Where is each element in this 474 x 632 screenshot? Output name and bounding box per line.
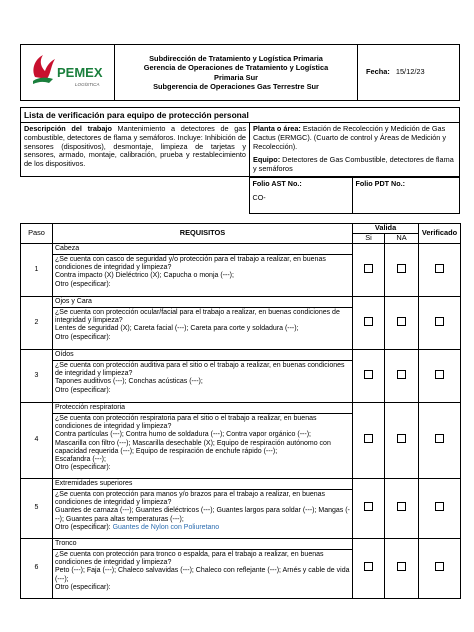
logo-cell bbox=[21, 45, 115, 101]
pemex-logo bbox=[29, 51, 109, 95]
category-label: Extremidades superiores bbox=[53, 479, 352, 490]
requirement-options: Escafandra (---); bbox=[55, 456, 106, 464]
si-checkbox[interactable] bbox=[364, 502, 373, 511]
folio-ast-cell[interactable] bbox=[249, 177, 352, 213]
verificado-checkbox[interactable] bbox=[435, 562, 444, 571]
requirement-other: Otro (especificar): bbox=[55, 333, 111, 341]
header-title bbox=[115, 45, 358, 101]
si-checkbox[interactable] bbox=[364, 434, 373, 443]
si-checkbox[interactable] bbox=[364, 264, 373, 273]
col-valida: Valida bbox=[353, 223, 419, 233]
requirement-question: ¿Se cuenta con protección auditiva para el sitio o el trabajo a realizar, en buenas condiciones de integridad y limpieza? bbox=[55, 361, 345, 378]
header-title-line: Subgerencia de Operaciones Gas Terrestre Sur bbox=[153, 81, 319, 91]
col-requisitos: REQUISITOS bbox=[53, 223, 353, 243]
folio-table bbox=[20, 177, 460, 214]
requirement-question: ¿Se cuenta con protección respiratoria para el sitio o el trabajo a realizar, en buenas condiciones de integridad y limpieza? bbox=[55, 414, 317, 431]
requirement-options: Mascarilla con filtro (---); Mascarilla desechable (X); Equipo de respiración autónomo con capacidad requerida (---); Equipo de respiración de enchufe rápido (---); bbox=[55, 439, 331, 455]
requirement-other: Otro (especificar): bbox=[55, 583, 111, 591]
requirement-question: ¿Se cuenta con protección ocular/facial para el trabajo a realizar, en buenas condiciones de integridad y limpieza? bbox=[55, 308, 340, 325]
na-checkbox[interactable] bbox=[397, 434, 406, 443]
requirement-options: Peto (---); Faja (---); Chaleco salvavidas (---); Chaleco con reflejante (---); Arnés y cable de vida (---); bbox=[55, 567, 350, 583]
verificado-checkbox[interactable] bbox=[435, 317, 444, 326]
requirement-cell bbox=[53, 402, 353, 478]
requirement-cell bbox=[53, 296, 353, 349]
category-label: Cabeza bbox=[53, 244, 352, 255]
logo-text: PEMEX bbox=[57, 65, 103, 80]
requirement-options: Guantes de carnaza (---); Guantes dieléctricos (---); Guantes largos para soldar (---); Mangas (---); Guantes para altas temperaturas (---); bbox=[55, 507, 350, 523]
col-si: Si bbox=[353, 233, 385, 243]
folio-pdt-cell[interactable] bbox=[352, 177, 460, 213]
job-description bbox=[21, 123, 250, 176]
table-row bbox=[21, 243, 461, 296]
step-number: 3 bbox=[21, 349, 53, 402]
plant-label: Planta o área: bbox=[253, 124, 301, 134]
document-header bbox=[20, 44, 460, 101]
step-number: 4 bbox=[21, 402, 53, 478]
date-label: Fecha: bbox=[366, 67, 390, 77]
verificado-checkbox[interactable] bbox=[435, 434, 444, 443]
category-label: Tronco bbox=[53, 539, 352, 550]
step-number: 1 bbox=[21, 243, 53, 296]
na-checkbox[interactable] bbox=[397, 317, 406, 326]
requirement-question: ¿Se cuenta con casco de seguridad y/o protección para el trabajo a realizar, en buenas condiciones de integridad y limpieza? bbox=[55, 255, 326, 272]
requirements-table bbox=[20, 223, 461, 599]
si-checkbox[interactable] bbox=[364, 562, 373, 571]
si-checkbox[interactable] bbox=[364, 370, 373, 379]
requirement-other: Otro (especificar): Guantes de Nylon con Poliuretano bbox=[55, 523, 220, 531]
requirement-other: Otro (especificar): bbox=[55, 386, 111, 394]
header-title-line: Gerencia de Operaciones de Tratamiento y Logística bbox=[143, 63, 329, 73]
col-paso: Paso bbox=[21, 223, 53, 243]
col-verificado: Verificado bbox=[419, 223, 461, 243]
na-checkbox[interactable] bbox=[397, 370, 406, 379]
col-na: NA bbox=[385, 233, 419, 243]
other-value: Guantes de Nylon con Poliuretano bbox=[110, 523, 220, 531]
table-row bbox=[21, 538, 461, 598]
requirement-cell bbox=[53, 538, 353, 598]
requirement-cell bbox=[53, 349, 353, 402]
na-checkbox[interactable] bbox=[397, 562, 406, 571]
step-number: 6 bbox=[21, 538, 53, 598]
requirement-cell bbox=[53, 243, 353, 296]
requirement-options: Contra impacto (X) Dieléctrico (X); Capucha o monja (---); bbox=[55, 272, 234, 280]
category-label: Ojos y Cara bbox=[53, 297, 352, 308]
date-value: 15/12/23 bbox=[395, 67, 425, 77]
na-checkbox[interactable] bbox=[397, 502, 406, 511]
description-table bbox=[20, 123, 460, 177]
equipment bbox=[253, 156, 456, 174]
step-number: 5 bbox=[21, 478, 53, 538]
folio-pdt-label: Folio PDT No.: bbox=[355, 178, 406, 188]
date-cell bbox=[358, 45, 460, 101]
requirement-question: ¿Se cuenta con protección para manos y/o brazos para el trabajo a realizar, en buenas condiciones de integridad y limpieza? bbox=[55, 490, 326, 507]
category-label: Oídos bbox=[53, 350, 352, 361]
plant-text: Estación de Recolección y Medición de Gas Cactus (ERMGC). (Cuarto de control y Áreas de Medición y Recolección). bbox=[253, 124, 447, 151]
requirement-options: Lentes de seguridad (X); Careta facial (---); Careta para corte y soldadura (---); bbox=[55, 325, 299, 333]
step-number: 2 bbox=[21, 296, 53, 349]
requirement-cell bbox=[53, 478, 353, 538]
table-row bbox=[21, 296, 461, 349]
plant-area bbox=[253, 125, 456, 151]
verificado-checkbox[interactable] bbox=[435, 370, 444, 379]
requirement-question: ¿Se cuenta con protección para tronco o espalda, para el trabajo a realizar, en buenas condiciones de integridad y limpieza? bbox=[55, 550, 324, 567]
logo-subtext: LOGÍSTICA bbox=[75, 82, 100, 87]
table-row bbox=[21, 478, 461, 538]
blank-cell bbox=[20, 177, 249, 213]
header-title-line: Subdirección de Tratamiento y Logística Primaria bbox=[149, 54, 323, 63]
header-title-line: Primaria Sur bbox=[214, 72, 258, 82]
requirement-other: Otro (especificar): bbox=[55, 464, 111, 472]
category-label: Protección respiratoria bbox=[53, 403, 352, 414]
requirement-options: Contra partículas (---); Contra humo de soldadura (---); Contra vapor orgánico (---); bbox=[55, 431, 311, 439]
requirement-options: Tapones auditivos (---); Conchas acústicas (---); bbox=[55, 378, 203, 386]
job-description-text: Mantenimiento a detectores de gas combustible, detectores de flama y semáforos. Incluye: Inhibición de sensores (dispositivos), desmontaje, limpieza de tarjetas y sensores, armado, montaje, calibración, prueba y restablecimiento de los dispositivos. bbox=[24, 124, 246, 169]
folio-ast-value: CO- bbox=[252, 193, 266, 203]
list-title: Lista de verificación para equipo de protección personal bbox=[20, 107, 460, 123]
checklist-page bbox=[20, 44, 460, 599]
job-description-label: Descripción del trabajo bbox=[24, 124, 112, 134]
folio-ast-label: Folio AST No.: bbox=[252, 178, 302, 188]
verificado-checkbox[interactable] bbox=[435, 264, 444, 273]
table-row bbox=[21, 349, 461, 402]
na-checkbox[interactable] bbox=[397, 264, 406, 273]
equipment-text: Detectores de Gas Combustible, detectores de flama y semáforos bbox=[253, 155, 454, 174]
si-checkbox[interactable] bbox=[364, 317, 373, 326]
plant-equipment-cell bbox=[250, 123, 460, 176]
equipment-label: Equipo: bbox=[253, 155, 281, 165]
requirement-other: Otro (especificar): bbox=[55, 280, 111, 288]
verificado-checkbox[interactable] bbox=[435, 502, 444, 511]
table-row bbox=[21, 402, 461, 478]
